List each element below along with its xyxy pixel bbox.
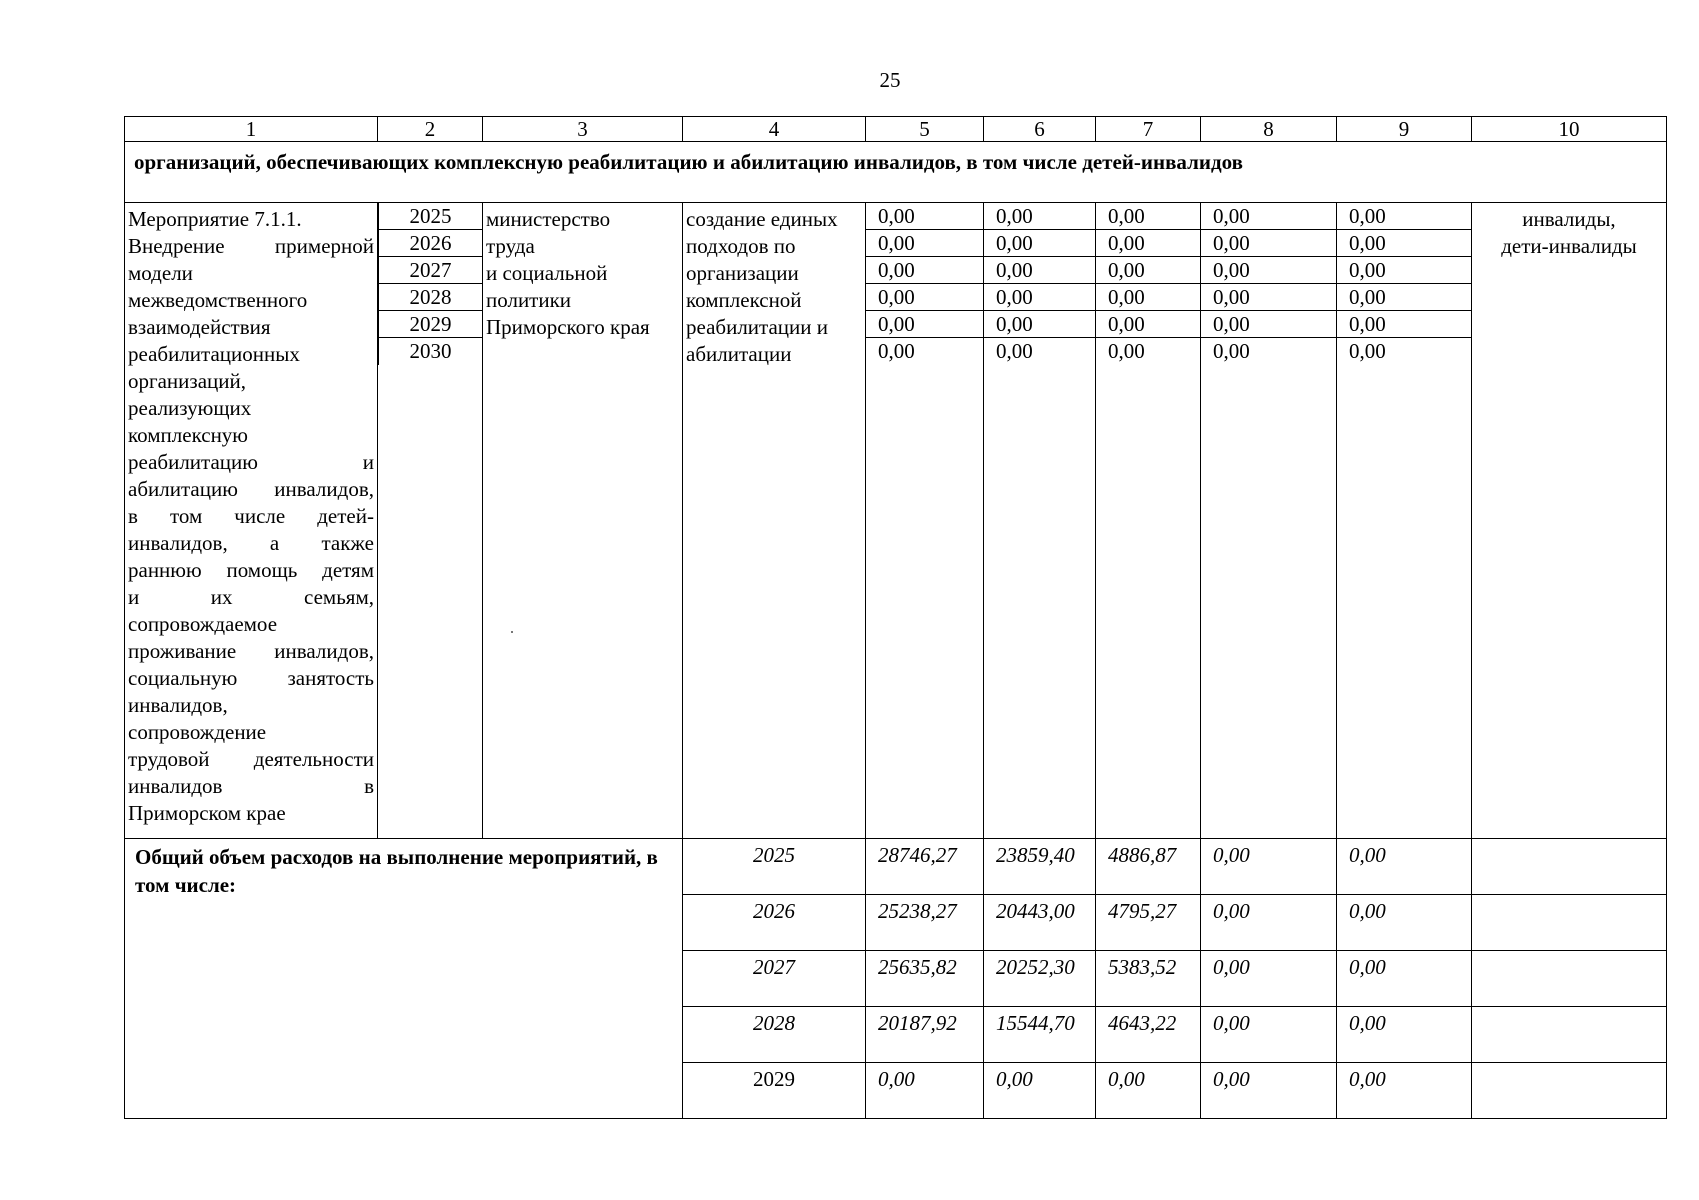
- measure-name-line: проживание инвалидов,: [128, 639, 374, 663]
- executor-line: и социальной: [486, 261, 608, 285]
- measure-values-col6: [984, 203, 1096, 839]
- total-value: 0,00: [1337, 839, 1472, 895]
- total-empty-cell: [1472, 1007, 1667, 1063]
- measure-value: 0,00: [1213, 339, 1250, 363]
- measure-name-line: инвалидов,: [128, 693, 228, 717]
- measure-value: 0,00: [984, 203, 1095, 230]
- executor-line: политики: [486, 288, 572, 312]
- measure-value: 0,00: [984, 284, 1095, 311]
- measure-value: 0,00: [1337, 230, 1471, 257]
- total-year: 2025: [683, 839, 866, 895]
- measure-value: 0,00: [1201, 203, 1336, 230]
- measure-values-col7: [1096, 203, 1201, 839]
- measure-name-line: Мероприятие 7.1.1.: [128, 207, 302, 231]
- total-value: 4643,22: [1096, 1007, 1201, 1063]
- measure-value: 0,00: [1096, 257, 1200, 284]
- section-title-row: [125, 142, 1667, 203]
- column-number: 4: [683, 117, 866, 142]
- measure-value: 0,00: [866, 257, 983, 284]
- measure-value: 0,00: [1337, 257, 1471, 284]
- total-value: 23859,40: [984, 839, 1096, 895]
- page-number: 25: [879, 68, 901, 92]
- executor-line: министерство: [486, 207, 611, 231]
- total-label: Общий объем расходов на выполнение мероприятий, в том числе:: [125, 839, 683, 1119]
- column-number-row: [125, 117, 1667, 142]
- measure-value: 0,00: [1201, 230, 1336, 257]
- total-value: 0,00: [1201, 839, 1337, 895]
- total-value: 5383,52: [1096, 951, 1201, 1007]
- measure-year: 2025: [378, 203, 482, 230]
- measure-value: 0,00: [866, 284, 983, 311]
- measure-value: 0,00: [866, 230, 983, 257]
- measure-values-col9: [1337, 203, 1472, 839]
- measure-value: 0,00: [1096, 203, 1200, 230]
- measure-name-line: модели: [128, 261, 193, 285]
- executor-line: Приморского края: [486, 315, 650, 339]
- total-value: 0,00: [1201, 951, 1337, 1007]
- measure-year: 2026: [378, 230, 482, 257]
- total-value: 0,00: [866, 1063, 984, 1119]
- measure-value: 0,00: [1096, 284, 1200, 311]
- measure-year: 2029: [378, 311, 482, 338]
- measure-row: [125, 203, 1667, 839]
- total-empty-cell: [1472, 839, 1667, 895]
- scan-speck: [511, 631, 513, 633]
- measure-values-col5: [866, 203, 984, 839]
- total-value: 20252,30: [984, 951, 1096, 1007]
- measure-executor: [483, 203, 683, 839]
- result-line: абилитации: [686, 342, 792, 366]
- measure-year: 2028: [378, 284, 482, 311]
- measure-name-line: реализующих: [128, 396, 252, 420]
- column-number: 8: [1201, 117, 1337, 142]
- total-row: [125, 839, 1667, 895]
- result-line: подходов по: [686, 234, 796, 258]
- program-table: [124, 116, 1667, 1119]
- measure-name-line: Внедрение примерной: [128, 234, 374, 258]
- measure-name-line: в том числе детей-: [128, 504, 374, 528]
- total-empty-cell: [1472, 951, 1667, 1007]
- measure-name-line: Приморском крае: [128, 801, 286, 825]
- measure-name: [125, 203, 378, 839]
- measure-value: 0,00: [878, 339, 915, 363]
- measure-result: [683, 203, 866, 839]
- measure-value: 0,00: [1337, 311, 1471, 338]
- measure-name-line: и их семьям,: [128, 585, 374, 609]
- section-title: организаций, обеспечивающих комплексную реабилитацию и абилитацию инвалидов, в том числе детей-инвалидов: [125, 142, 1667, 203]
- column-number: 7: [1096, 117, 1201, 142]
- total-empty-cell: [1472, 1063, 1667, 1119]
- total-value: 0,00: [1337, 895, 1472, 951]
- measure-value: 0,00: [1201, 284, 1336, 311]
- column-number: 2: [378, 117, 483, 142]
- measure-value: 0,00: [1096, 230, 1200, 257]
- total-value: 20443,00: [984, 895, 1096, 951]
- measure-value: 0,00: [866, 203, 983, 230]
- total-value: 25635,82: [866, 951, 984, 1007]
- beneficiary-line: инвалиды,: [1522, 207, 1616, 231]
- total-value: 20187,92: [866, 1007, 984, 1063]
- measure-name-line: социальную занятость: [128, 666, 374, 690]
- measure-name-line: инвалидов в: [128, 774, 374, 798]
- measure-value: 0,00: [1337, 203, 1471, 230]
- measure-name-line: межведомственного: [128, 288, 308, 312]
- measure-name-line: абилитацию инвалидов,: [128, 477, 374, 501]
- measure-value: 0,00: [1201, 311, 1336, 338]
- total-value: 0,00: [1096, 1063, 1201, 1119]
- measure-name-line: раннюю помощь детям: [128, 558, 374, 582]
- total-year: 2027: [683, 951, 866, 1007]
- measure-values-col8: [1201, 203, 1337, 839]
- measure-name-line: взаимодействия: [128, 315, 271, 339]
- total-value: 15544,70: [984, 1007, 1096, 1063]
- result-line: создание единых: [686, 207, 838, 231]
- measure-value: 0,00: [984, 230, 1095, 257]
- measure-years: [378, 203, 483, 839]
- measure-value: 0,00: [984, 311, 1095, 338]
- measure-name-line: инвалидов, а также: [128, 531, 374, 555]
- measure-value: 0,00: [1337, 284, 1471, 311]
- column-number: 1: [125, 117, 378, 142]
- result-line: организации: [686, 261, 799, 285]
- total-value: 28746,27: [866, 839, 984, 895]
- measure-value: 0,00: [1108, 339, 1145, 363]
- total-value: 4886,87: [1096, 839, 1201, 895]
- column-number: 3: [483, 117, 683, 142]
- measure-value: 0,00: [984, 257, 1095, 284]
- measure-beneficiaries: [1472, 203, 1667, 839]
- measure-name-line: сопровождение: [128, 720, 267, 744]
- total-year: 2028: [683, 1007, 866, 1063]
- total-value: 0,00: [1201, 1063, 1337, 1119]
- measure-value: 0,00: [866, 311, 983, 338]
- measure-year: 2027: [378, 257, 482, 284]
- total-year: 2026: [683, 895, 866, 951]
- total-year: 2029: [683, 1063, 866, 1119]
- total-value: 0,00: [984, 1063, 1096, 1119]
- executor-line: труда: [486, 234, 535, 258]
- total-value: 0,00: [1337, 951, 1472, 1007]
- total-value: 4795,27: [1096, 895, 1201, 951]
- measure-value: 0,00: [1349, 339, 1386, 363]
- total-value: 0,00: [1337, 1063, 1472, 1119]
- measure-value: 0,00: [996, 339, 1033, 363]
- result-line: реабилитации и: [686, 315, 828, 339]
- measure-year: 2030: [378, 338, 482, 365]
- result-line: комплексной: [686, 288, 802, 312]
- measure-value: 0,00: [1201, 257, 1336, 284]
- column-number: 9: [1337, 117, 1472, 142]
- total-empty-cell: [1472, 895, 1667, 951]
- measure-name-line: комплексную: [128, 423, 248, 447]
- beneficiary-line: дети-инвалиды: [1501, 234, 1637, 258]
- column-number: 10: [1472, 117, 1667, 142]
- total-value: 0,00: [1201, 1007, 1337, 1063]
- total-value: 0,00: [1337, 1007, 1472, 1063]
- measure-name-line: сопровождаемое: [128, 612, 278, 636]
- column-number: 6: [984, 117, 1096, 142]
- total-value: 0,00: [1201, 895, 1337, 951]
- measure-name-line: реабилитационных: [128, 342, 300, 366]
- measure-value: 0,00: [1096, 311, 1200, 338]
- total-value: 25238,27: [866, 895, 984, 951]
- measure-name-line: реабилитацию и: [128, 450, 374, 474]
- measure-name-line: организаций,: [128, 369, 246, 393]
- column-number: 5: [866, 117, 984, 142]
- measure-name-line: трудовой деятельности: [128, 747, 374, 771]
